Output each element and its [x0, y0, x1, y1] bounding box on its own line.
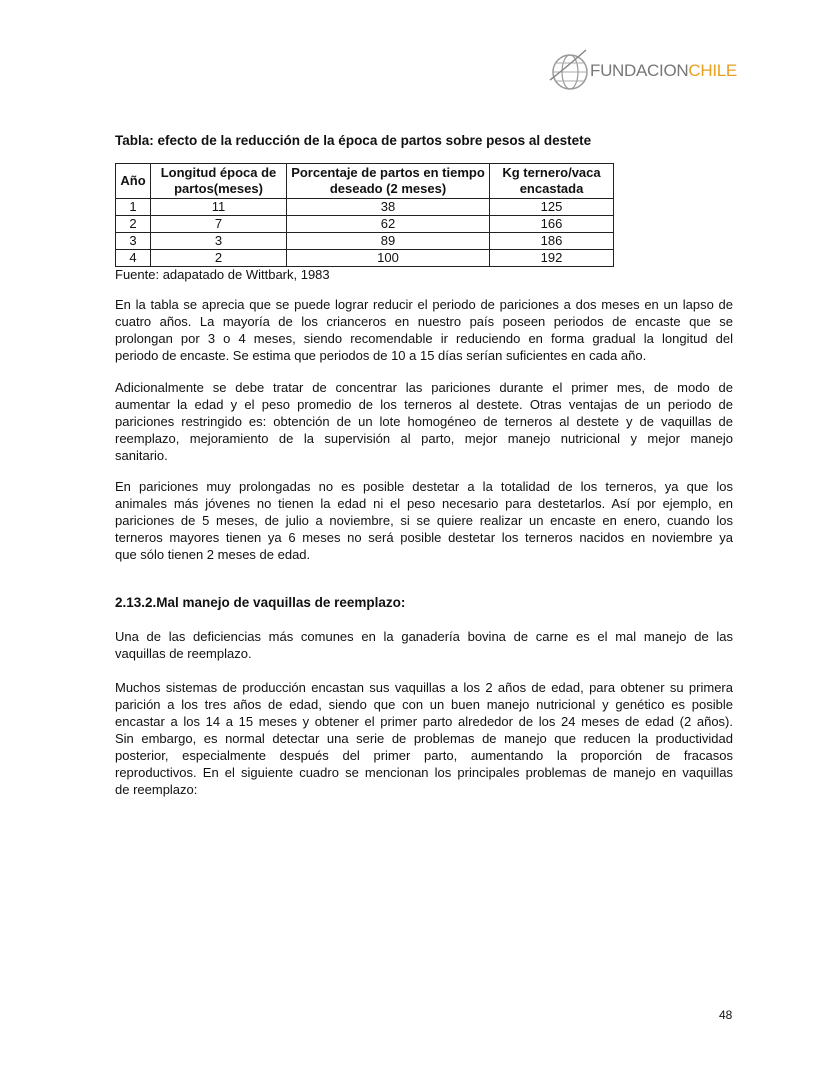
- globe-icon: [548, 44, 592, 94]
- text-line: de reemplazo:: [115, 782, 198, 797]
- cell: 62: [287, 216, 490, 233]
- text-line: Adicionalmente se debe tratar de concentrar las pariciones durante el primer mes, de modo de: [115, 380, 733, 395]
- text-line: prolongan por 3 o 4 meses, siendo recomendable ir reduciendo en forma gradual la longitud del: [115, 331, 733, 346]
- cell: 166: [490, 216, 614, 233]
- table-row: [116, 250, 614, 267]
- cell: 2: [116, 216, 151, 233]
- table-row: [116, 233, 614, 250]
- cell: 11: [151, 199, 287, 216]
- paragraph: [115, 628, 733, 662]
- paragraph: [115, 478, 733, 563]
- text-line: vaquillas de reemplazo.: [115, 646, 252, 661]
- table-source: Fuente: adapatado de Wittbark, 1983: [115, 267, 330, 282]
- text-line: sanitario.: [115, 448, 168, 463]
- text-line: reproductivos. En el siguiente cuadro se mencionan los principales problemas de manejo en vaquillas: [115, 765, 733, 780]
- logo-text: FUNDACIONCHILE: [590, 61, 737, 80]
- text-line: cuatro años. La mayoría de los crianceros en nuestro país poseen periodos de encaste que se: [115, 314, 733, 329]
- header-percentage: Porcentaje de partos en tiempo deseado (2 meses): [287, 164, 490, 199]
- cell: 1: [116, 199, 151, 216]
- text-line: Sin embargo, es normal detectar una serie de problemas de manejo que reducen la productividad: [115, 731, 733, 746]
- table-row: [116, 216, 614, 233]
- text-line: pariciones restringido es: obtención de un lote homogéneo de terneros al destete y de vaquillas de: [115, 414, 733, 429]
- text-line: pariciones de 5 meses, de julio a noviembre, si se quiere realizar un encaste en enero, cuando los: [115, 513, 733, 528]
- text-line: animales más jóvenes no tienen la edad ni el peso necesario para destetarlos. Así por ejemplo, en: [115, 496, 733, 511]
- text-line: parición a los tres años de edad, siendo que con un buen manejo nutricional y genético es posible: [115, 697, 733, 712]
- text-line: reemplazo, mejoramiento de la supervisión al parto, mejor manejo nutricional y mejor manejo: [115, 431, 733, 446]
- cell: 100: [287, 250, 490, 267]
- weaning-weight-table: [115, 163, 614, 267]
- text-line: periodo de encaste. Se estima que periodos de 10 a 15 días serían suficientes en cada año.: [115, 348, 647, 363]
- table-row: [116, 199, 614, 216]
- text-line: Muchos sistemas de producción encastan sus vaquillas a los 2 años de edad, para obtener su primera: [115, 680, 733, 695]
- fundacion-chile-logo: [548, 44, 738, 94]
- cell: 186: [490, 233, 614, 250]
- text-line: Una de las deficiencias más comunes en la ganadería bovina de carne es el mal manejo de las: [115, 629, 733, 644]
- section-heading: 2.13.2.Mal manejo de vaquillas de reemplazo:: [115, 595, 406, 610]
- text-line: terneros mayores tienen ya 6 meses no será posible destetar los terneros nacidos en noviembre ya: [115, 530, 733, 545]
- paragraph: [115, 296, 733, 364]
- cell: 192: [490, 250, 614, 267]
- paragraph: [115, 379, 733, 464]
- text-line: En la tabla se aprecia que se puede lograr reducir el periodo de pariciones a dos meses en un lapso de: [115, 297, 733, 312]
- text-line: aumentar la edad y el peso promedio de los terneros al destete. Otras ventajas de un periodo de: [115, 397, 733, 412]
- cell: 7: [151, 216, 287, 233]
- header-kg: Kg ternero/vaca encastada: [490, 164, 614, 199]
- cell: 3: [151, 233, 287, 250]
- page-number: 48: [719, 1008, 733, 1022]
- table-title: Tabla: efecto de la reducción de la época de partos sobre pesos al destete: [115, 133, 592, 148]
- cell: 2: [151, 250, 287, 267]
- cell: 38: [287, 199, 490, 216]
- table-header-row: [116, 164, 614, 199]
- text-line: que sólo tienen 2 meses de edad.: [115, 547, 311, 562]
- paragraph: [115, 679, 733, 798]
- cell: 4: [116, 250, 151, 267]
- cell: 89: [287, 233, 490, 250]
- cell: 125: [490, 199, 614, 216]
- text-line: encastar a los 14 a 15 meses y obtener el primer parto alrededor de los 24 meses de edad (2 años).: [115, 714, 733, 729]
- header-year: Año: [116, 164, 151, 199]
- cell: 3: [116, 233, 151, 250]
- text-line: posterior, especialmente después del primer parto, aumentando la proporción de fracasos: [115, 748, 733, 763]
- text-line: En pariciones muy prolongadas no es posible destetar a la totalidad de los terneros, ya que los: [115, 479, 733, 494]
- header-length: Longitud época de partos(meses): [151, 164, 287, 199]
